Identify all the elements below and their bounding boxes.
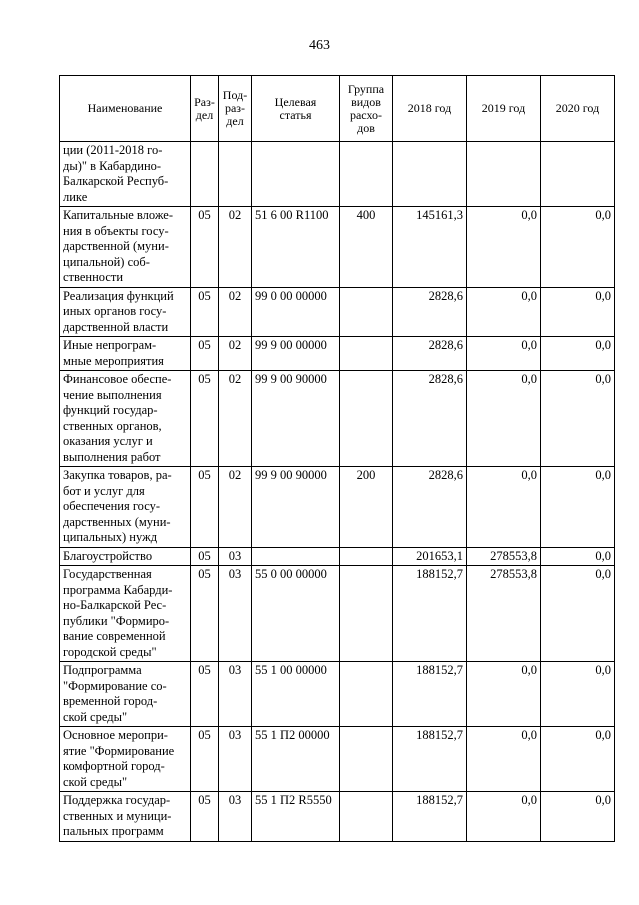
- header-razdel: Раз- дел: [191, 76, 219, 142]
- row-target-article: 55 1 П2 00000: [252, 727, 340, 792]
- row-name: Капитальные вложе- ния в объекты госу- дарственной (муни- ципальной) соб- ственности: [60, 207, 191, 288]
- row-value-2018: 2828,6: [393, 287, 467, 337]
- row-name: Основное меропри- ятие "Формирование комфортной город- ской среды": [60, 727, 191, 792]
- table-row: [60, 662, 615, 727]
- row-name: Финансовое обеспе- чение выполнения функций государ- ственных органов, оказания услуг и выполнения работ: [60, 371, 191, 467]
- row-value-2018: 2828,6: [393, 337, 467, 371]
- row-value-2020: [541, 142, 615, 207]
- row-name: Реализация функций иных органов госу- дарственной власти: [60, 287, 191, 337]
- row-target-article: 55 0 00 00000: [252, 566, 340, 662]
- row-razdel: 05: [191, 792, 219, 842]
- row-name: Поддержка государ- ственных и муници- пальных программ: [60, 792, 191, 842]
- row-value-2019: 0,0: [467, 792, 541, 842]
- row-value-2018: 188152,7: [393, 566, 467, 662]
- row-podrazdel: 02: [219, 207, 252, 288]
- row-value-2020: 0,0: [541, 467, 615, 548]
- row-target-article: 99 9 00 00000: [252, 337, 340, 371]
- row-target-article: 55 1 П2 R5550: [252, 792, 340, 842]
- header-row: [60, 76, 615, 142]
- row-expense-group: 200: [340, 467, 393, 548]
- row-expense-group: [340, 727, 393, 792]
- row-podrazdel: 03: [219, 547, 252, 566]
- table-row: [60, 371, 615, 467]
- row-value-2019: 0,0: [467, 207, 541, 288]
- row-target-article: 99 9 00 90000: [252, 467, 340, 548]
- row-value-2018: [393, 142, 467, 207]
- row-razdel: 05: [191, 371, 219, 467]
- row-podrazdel: 03: [219, 662, 252, 727]
- row-value-2019: [467, 142, 541, 207]
- row-name: Закупка товаров, ра- бот и услуг для обеспечения госу- дарственных (муни- ципальных) нужд: [60, 467, 191, 548]
- row-podrazdel: 02: [219, 287, 252, 337]
- row-expense-group: [340, 662, 393, 727]
- row-razdel: 05: [191, 287, 219, 337]
- row-expense-group: [340, 142, 393, 207]
- table-row: [60, 467, 615, 548]
- row-podrazdel: 03: [219, 727, 252, 792]
- header-statya: Целевая статья: [252, 76, 340, 142]
- row-name: Подпрограмма "Формирование со- временной город- ской среды": [60, 662, 191, 727]
- row-value-2020: 0,0: [541, 337, 615, 371]
- row-value-2018: 188152,7: [393, 727, 467, 792]
- row-value-2019: 0,0: [467, 727, 541, 792]
- table-row: [60, 142, 615, 207]
- row-value-2019: 0,0: [467, 662, 541, 727]
- row-podrazdel: 02: [219, 467, 252, 548]
- row-value-2020: 0,0: [541, 287, 615, 337]
- row-value-2018: 201653,1: [393, 547, 467, 566]
- row-value-2019: 0,0: [467, 337, 541, 371]
- row-target-article: 99 9 00 90000: [252, 371, 340, 467]
- table-row: [60, 207, 615, 288]
- row-value-2020: 0,0: [541, 566, 615, 662]
- table-row: [60, 337, 615, 371]
- row-name: Иные непрограм- мные мероприятия: [60, 337, 191, 371]
- row-target-article: [252, 142, 340, 207]
- row-podrazdel: 03: [219, 792, 252, 842]
- row-value-2020: 0,0: [541, 727, 615, 792]
- row-podrazdel: 02: [219, 337, 252, 371]
- row-razdel: 05: [191, 662, 219, 727]
- row-target-article: [252, 547, 340, 566]
- row-value-2018: 145161,3: [393, 207, 467, 288]
- row-target-article: 51 6 00 R1100: [252, 207, 340, 288]
- table-row: [60, 547, 615, 566]
- row-value-2020: 0,0: [541, 662, 615, 727]
- row-value-2019: 278553,8: [467, 566, 541, 662]
- row-name: Государственная программа Кабарди- но-Балкарской Рес- публики "Формиро- вание современной городской среды": [60, 566, 191, 662]
- table-row: [60, 287, 615, 337]
- row-value-2020: 0,0: [541, 547, 615, 566]
- row-razdel: 05: [191, 337, 219, 371]
- row-expense-group: [340, 792, 393, 842]
- header-gruppa: Группа видов расхо- дов: [340, 76, 393, 142]
- table-row: [60, 566, 615, 662]
- row-value-2018: 188152,7: [393, 662, 467, 727]
- row-razdel: [191, 142, 219, 207]
- row-podrazdel: 02: [219, 371, 252, 467]
- row-expense-group: [340, 547, 393, 566]
- row-razdel: 05: [191, 566, 219, 662]
- row-razdel: 05: [191, 547, 219, 566]
- table-row: [60, 792, 615, 842]
- row-expense-group: [340, 287, 393, 337]
- table-row: [60, 727, 615, 792]
- row-value-2020: 0,0: [541, 207, 615, 288]
- row-razdel: 05: [191, 207, 219, 288]
- row-target-article: 55 1 00 00000: [252, 662, 340, 727]
- row-target-article: 99 0 00 00000: [252, 287, 340, 337]
- header-2018: 2018 год: [393, 76, 467, 142]
- row-expense-group: [340, 566, 393, 662]
- row-expense-group: [340, 371, 393, 467]
- header-2020: 2020 год: [541, 76, 615, 142]
- row-name: Благоустройство: [60, 547, 191, 566]
- header-2019: 2019 год: [467, 76, 541, 142]
- row-razdel: 05: [191, 467, 219, 548]
- row-value-2018: 2828,6: [393, 371, 467, 467]
- row-value-2018: 2828,6: [393, 467, 467, 548]
- header-name: Наименование: [60, 76, 191, 142]
- row-expense-group: 400: [340, 207, 393, 288]
- row-podrazdel: 03: [219, 566, 252, 662]
- row-value-2019: 0,0: [467, 371, 541, 467]
- row-value-2019: 0,0: [467, 467, 541, 548]
- row-value-2020: 0,0: [541, 792, 615, 842]
- row-value-2019: 278553,8: [467, 547, 541, 566]
- row-name: ции (2011-2018 го- ды)" в Кабардино- Балкарской Респуб- лике: [60, 142, 191, 207]
- budget-table: [59, 75, 615, 842]
- header-podrazdel: Под- раз- дел: [219, 76, 252, 142]
- row-podrazdel: [219, 142, 252, 207]
- row-value-2018: 188152,7: [393, 792, 467, 842]
- row-value-2020: 0,0: [541, 371, 615, 467]
- row-razdel: 05: [191, 727, 219, 792]
- row-expense-group: [340, 337, 393, 371]
- row-value-2019: 0,0: [467, 287, 541, 337]
- page-number: 463: [309, 38, 330, 53]
